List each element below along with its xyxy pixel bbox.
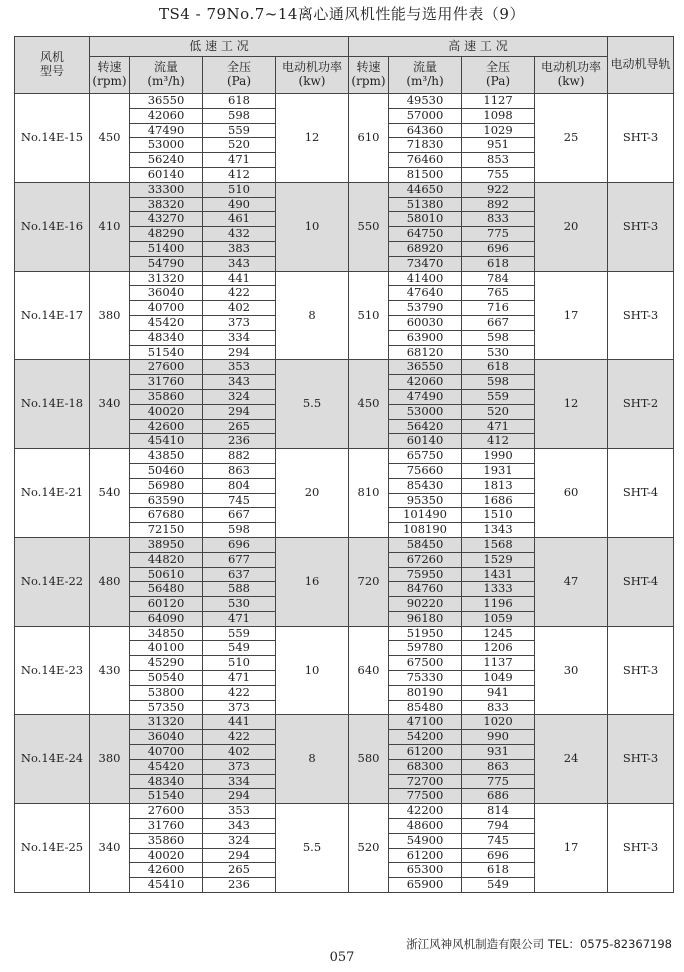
high-pressure-cell: 1529	[462, 552, 535, 567]
high-flow-cell: 71830	[389, 138, 462, 153]
low-speed-cell: 410	[90, 182, 130, 271]
table-row	[15, 271, 674, 286]
high-power-cell: 24	[535, 715, 608, 804]
low-flow-cell: 50540	[130, 671, 203, 686]
low-pressure-cell: 441	[203, 715, 276, 730]
low-flow-cell: 43270	[130, 212, 203, 227]
header-high-pressure: 全压 (Pa)	[462, 57, 535, 94]
high-speed-cell: 640	[349, 626, 389, 715]
low-flow-cell: 45410	[130, 434, 203, 449]
low-pressure-cell: 373	[203, 759, 276, 774]
high-pressure-cell: 775	[462, 774, 535, 789]
high-speed-cell: 550	[349, 182, 389, 271]
high-flow-cell: 68920	[389, 241, 462, 256]
low-speed-cell: 380	[90, 715, 130, 804]
high-pressure-cell: 745	[462, 833, 535, 848]
high-pressure-cell: 1431	[462, 567, 535, 582]
low-flow-cell: 34850	[130, 626, 203, 641]
table-row	[15, 182, 674, 197]
low-pressure-cell: 324	[203, 833, 276, 848]
high-flow-cell: 65300	[389, 863, 462, 878]
low-pressure-cell: 294	[203, 345, 276, 360]
table-row	[15, 94, 674, 109]
high-pressure-cell: 696	[462, 241, 535, 256]
low-flow-cell: 43850	[130, 449, 203, 464]
high-pressure-cell: 931	[462, 745, 535, 760]
low-pressure-cell: 559	[203, 626, 276, 641]
high-flow-cell: 72700	[389, 774, 462, 789]
low-pressure-cell: 441	[203, 271, 276, 286]
high-power-cell: 12	[535, 360, 608, 449]
high-pressure-cell: 618	[462, 256, 535, 271]
high-flow-cell: 44650	[389, 182, 462, 197]
low-flow-cell: 42600	[130, 863, 203, 878]
model-cell: No.14E-17	[15, 271, 90, 360]
high-flow-cell: 65900	[389, 878, 462, 893]
low-flow-cell: 42600	[130, 419, 203, 434]
high-flow-cell: 80190	[389, 685, 462, 700]
low-flow-cell: 56480	[130, 582, 203, 597]
spec-table-body	[15, 94, 674, 893]
low-flow-cell: 56240	[130, 153, 203, 168]
low-flow-cell: 63590	[130, 493, 203, 508]
high-pressure-cell: 1245	[462, 626, 535, 641]
low-pressure-cell: 471	[203, 611, 276, 626]
low-pressure-cell: 353	[203, 804, 276, 819]
rail-cell: SHT-3	[608, 94, 674, 183]
high-flow-cell: 81500	[389, 167, 462, 182]
header-low-speed: 转速 (rpm)	[90, 57, 130, 94]
high-pressure-cell: 1137	[462, 656, 535, 671]
high-flow-cell: 47640	[389, 286, 462, 301]
high-pressure-cell: 598	[462, 375, 535, 390]
fan-spec-table	[14, 36, 674, 893]
low-pressure-cell: 471	[203, 153, 276, 168]
high-flow-cell: 47490	[389, 389, 462, 404]
high-flow-cell: 41400	[389, 271, 462, 286]
high-speed-cell: 810	[349, 449, 389, 538]
model-cell: No.14E-22	[15, 537, 90, 626]
low-flow-cell: 54790	[130, 256, 203, 271]
low-flow-cell: 31760	[130, 819, 203, 834]
high-pressure-cell: 755	[462, 167, 535, 182]
low-pressure-cell: 294	[203, 404, 276, 419]
high-pressure-cell: 892	[462, 197, 535, 212]
low-pressure-cell: 422	[203, 286, 276, 301]
header-low-flow: 流量 (m³/h)	[130, 57, 203, 94]
high-pressure-cell: 1931	[462, 463, 535, 478]
low-pressure-cell: 530	[203, 597, 276, 612]
high-pressure-cell: 1343	[462, 523, 535, 538]
header-high-flow: 流量 (m³/h)	[389, 57, 462, 94]
low-pressure-cell: 588	[203, 582, 276, 597]
high-pressure-cell: 520	[462, 404, 535, 419]
low-pressure-cell: 432	[203, 227, 276, 242]
low-pressure-cell: 804	[203, 478, 276, 493]
low-pressure-cell: 412	[203, 167, 276, 182]
low-flow-cell: 48340	[130, 330, 203, 345]
page-number: 057	[329, 950, 355, 965]
table-row	[15, 715, 674, 730]
high-flow-cell: 65750	[389, 449, 462, 464]
low-power-cell: 8	[276, 271, 349, 360]
high-flow-cell: 101490	[389, 508, 462, 523]
model-cell: No.14E-18	[15, 360, 90, 449]
low-pressure-cell: 422	[203, 685, 276, 700]
high-flow-cell: 61200	[389, 745, 462, 760]
high-pressure-cell: 1049	[462, 671, 535, 686]
high-power-cell: 20	[535, 182, 608, 271]
high-flow-cell: 49530	[389, 94, 462, 109]
high-pressure-cell: 1990	[462, 449, 535, 464]
table-row	[15, 804, 674, 819]
low-power-cell: 12	[276, 94, 349, 183]
high-flow-cell: 75330	[389, 671, 462, 686]
low-pressure-cell: 334	[203, 330, 276, 345]
high-pressure-cell: 412	[462, 434, 535, 449]
low-flow-cell: 45420	[130, 759, 203, 774]
low-power-cell: 8	[276, 715, 349, 804]
low-flow-cell: 47490	[130, 123, 203, 138]
high-flow-cell: 77500	[389, 789, 462, 804]
high-pressure-cell: 951	[462, 138, 535, 153]
high-speed-cell: 580	[349, 715, 389, 804]
low-pressure-cell: 863	[203, 463, 276, 478]
model-cell: No.14E-25	[15, 804, 90, 893]
high-pressure-cell: 922	[462, 182, 535, 197]
rail-cell: SHT-4	[608, 537, 674, 626]
high-pressure-cell: 814	[462, 804, 535, 819]
header-low-pressure: 全压 (Pa)	[203, 57, 276, 94]
low-speed-cell: 430	[90, 626, 130, 715]
low-pressure-cell: 373	[203, 700, 276, 715]
header-rail: 电动机导轨	[608, 37, 674, 94]
model-cell: No.14E-21	[15, 449, 90, 538]
low-flow-cell: 35860	[130, 833, 203, 848]
high-flow-cell: 90220	[389, 597, 462, 612]
low-pressure-cell: 559	[203, 123, 276, 138]
low-flow-cell: 45410	[130, 878, 203, 893]
low-pressure-cell: 236	[203, 434, 276, 449]
low-pressure-cell: 618	[203, 94, 276, 109]
low-flow-cell: 40020	[130, 404, 203, 419]
low-flow-cell: 27600	[130, 360, 203, 375]
header-high-power: 电动机功率 (kw)	[535, 57, 608, 94]
low-flow-cell: 45420	[130, 315, 203, 330]
high-power-cell: 30	[535, 626, 608, 715]
high-flow-cell: 58450	[389, 537, 462, 552]
low-flow-cell: 27600	[130, 804, 203, 819]
low-pressure-cell: 510	[203, 656, 276, 671]
rail-cell: SHT-3	[608, 182, 674, 271]
high-pressure-cell: 784	[462, 271, 535, 286]
high-pressure-cell: 853	[462, 153, 535, 168]
low-pressure-cell: 402	[203, 745, 276, 760]
high-pressure-cell: 598	[462, 330, 535, 345]
high-pressure-cell: 618	[462, 863, 535, 878]
low-pressure-cell: 461	[203, 212, 276, 227]
low-speed-cell: 340	[90, 804, 130, 893]
high-flow-cell: 56420	[389, 419, 462, 434]
low-flow-cell: 31760	[130, 375, 203, 390]
high-flow-cell: 36550	[389, 360, 462, 375]
low-pressure-cell: 265	[203, 863, 276, 878]
low-speed-cell: 380	[90, 271, 130, 360]
high-flow-cell: 47100	[389, 715, 462, 730]
high-power-cell: 17	[535, 804, 608, 893]
high-pressure-cell: 667	[462, 315, 535, 330]
low-flow-cell: 56980	[130, 478, 203, 493]
high-power-cell: 47	[535, 537, 608, 626]
rail-cell: SHT-3	[608, 271, 674, 360]
low-flow-cell: 51540	[130, 345, 203, 360]
low-flow-cell: 60120	[130, 597, 203, 612]
page-title: TS4 - 79No.7~14离心通风机性能与选用件表（9）	[159, 5, 525, 23]
table-row	[15, 626, 674, 641]
high-pressure-cell: 1020	[462, 715, 535, 730]
high-flow-cell: 85480	[389, 700, 462, 715]
rail-cell: SHT-3	[608, 804, 674, 893]
low-flow-cell: 38950	[130, 537, 203, 552]
high-pressure-cell: 1029	[462, 123, 535, 138]
high-pressure-cell: 686	[462, 789, 535, 804]
high-flow-cell: 61200	[389, 848, 462, 863]
low-flow-cell: 36550	[130, 94, 203, 109]
high-pressure-cell: 716	[462, 301, 535, 316]
high-flow-cell: 108190	[389, 523, 462, 538]
rail-cell: SHT-3	[608, 715, 674, 804]
high-flow-cell: 68120	[389, 345, 462, 360]
low-flow-cell: 31320	[130, 271, 203, 286]
model-cell: No.14E-24	[15, 715, 90, 804]
low-flow-cell: 40700	[130, 301, 203, 316]
high-speed-cell: 520	[349, 804, 389, 893]
high-flow-cell: 75950	[389, 567, 462, 582]
high-pressure-cell: 549	[462, 878, 535, 893]
low-pressure-cell: 422	[203, 730, 276, 745]
low-pressure-cell: 294	[203, 848, 276, 863]
low-power-cell: 10	[276, 182, 349, 271]
low-pressure-cell: 745	[203, 493, 276, 508]
high-pressure-cell: 471	[462, 419, 535, 434]
high-flow-cell: 67500	[389, 656, 462, 671]
high-power-cell: 60	[535, 449, 608, 538]
high-flow-cell: 68300	[389, 759, 462, 774]
low-power-cell: 20	[276, 449, 349, 538]
low-pressure-cell: 549	[203, 641, 276, 656]
low-power-cell: 5.5	[276, 804, 349, 893]
low-speed-cell: 340	[90, 360, 130, 449]
low-pressure-cell: 353	[203, 360, 276, 375]
rail-cell: SHT-3	[608, 626, 674, 715]
high-flow-cell: 75660	[389, 463, 462, 478]
low-pressure-cell: 696	[203, 537, 276, 552]
high-pressure-cell: 1510	[462, 508, 535, 523]
high-flow-cell: 53000	[389, 404, 462, 419]
low-pressure-cell: 373	[203, 315, 276, 330]
header-low-speed-group: 低 速 工 况	[90, 37, 349, 57]
high-power-cell: 17	[535, 271, 608, 360]
low-pressure-cell: 510	[203, 182, 276, 197]
rail-cell: SHT-2	[608, 360, 674, 449]
high-flow-cell: 67260	[389, 552, 462, 567]
high-flow-cell: 57000	[389, 108, 462, 123]
high-flow-cell: 60030	[389, 315, 462, 330]
low-flow-cell: 45290	[130, 656, 203, 671]
high-pressure-cell: 530	[462, 345, 535, 360]
low-flow-cell: 64090	[130, 611, 203, 626]
low-pressure-cell: 343	[203, 819, 276, 834]
low-flow-cell: 51540	[130, 789, 203, 804]
low-pressure-cell: 520	[203, 138, 276, 153]
high-flow-cell: 53790	[389, 301, 462, 316]
low-flow-cell: 57350	[130, 700, 203, 715]
high-pressure-cell: 1059	[462, 611, 535, 626]
high-flow-cell: 84760	[389, 582, 462, 597]
high-flow-cell: 60140	[389, 434, 462, 449]
low-flow-cell: 40100	[130, 641, 203, 656]
low-flow-cell: 38320	[130, 197, 203, 212]
high-flow-cell: 54900	[389, 833, 462, 848]
low-pressure-cell: 637	[203, 567, 276, 582]
high-pressure-cell: 1127	[462, 94, 535, 109]
low-power-cell: 10	[276, 626, 349, 715]
low-flow-cell: 67680	[130, 508, 203, 523]
low-flow-cell: 60140	[130, 167, 203, 182]
high-pressure-cell: 941	[462, 685, 535, 700]
low-flow-cell: 72150	[130, 523, 203, 538]
high-speed-cell: 450	[349, 360, 389, 449]
low-pressure-cell: 294	[203, 789, 276, 804]
model-cell: No.14E-23	[15, 626, 90, 715]
high-flow-cell: 58010	[389, 212, 462, 227]
rail-cell: SHT-4	[608, 449, 674, 538]
table-row	[15, 360, 674, 375]
high-flow-cell: 64360	[389, 123, 462, 138]
high-speed-cell: 510	[349, 271, 389, 360]
high-flow-cell: 59780	[389, 641, 462, 656]
high-pressure-cell: 696	[462, 848, 535, 863]
low-flow-cell: 33300	[130, 182, 203, 197]
high-flow-cell: 48600	[389, 819, 462, 834]
high-pressure-cell: 618	[462, 360, 535, 375]
low-pressure-cell: 882	[203, 449, 276, 464]
high-pressure-cell: 1333	[462, 582, 535, 597]
high-pressure-cell: 1686	[462, 493, 535, 508]
low-flow-cell: 53800	[130, 685, 203, 700]
low-flow-cell: 48340	[130, 774, 203, 789]
low-pressure-cell: 236	[203, 878, 276, 893]
low-power-cell: 16	[276, 537, 349, 626]
high-pressure-cell: 1206	[462, 641, 535, 656]
high-flow-cell: 63900	[389, 330, 462, 345]
high-pressure-cell: 833	[462, 212, 535, 227]
low-pressure-cell: 598	[203, 523, 276, 538]
high-pressure-cell: 559	[462, 389, 535, 404]
low-pressure-cell: 343	[203, 375, 276, 390]
low-flow-cell: 48290	[130, 227, 203, 242]
low-pressure-cell: 490	[203, 197, 276, 212]
high-pressure-cell: 1568	[462, 537, 535, 552]
low-flow-cell: 50460	[130, 463, 203, 478]
low-pressure-cell: 343	[203, 256, 276, 271]
low-flow-cell: 51400	[130, 241, 203, 256]
high-pressure-cell: 765	[462, 286, 535, 301]
low-power-cell: 5.5	[276, 360, 349, 449]
model-cell: No.14E-16	[15, 182, 90, 271]
high-flow-cell: 54200	[389, 730, 462, 745]
high-flow-cell: 51380	[389, 197, 462, 212]
high-pressure-cell: 794	[462, 819, 535, 834]
low-speed-cell: 450	[90, 94, 130, 183]
low-flow-cell: 36040	[130, 286, 203, 301]
high-power-cell: 25	[535, 94, 608, 183]
table-row	[15, 537, 674, 552]
low-flow-cell: 44820	[130, 552, 203, 567]
header-low-power: 电动机功率 (kw)	[276, 57, 349, 94]
header-high-speed-group: 高 速 工 况	[349, 37, 608, 57]
high-speed-cell: 720	[349, 537, 389, 626]
model-cell: No.14E-15	[15, 94, 90, 183]
high-flow-cell: 96180	[389, 611, 462, 626]
low-flow-cell: 50610	[130, 567, 203, 582]
high-flow-cell: 85430	[389, 478, 462, 493]
low-flow-cell: 35860	[130, 389, 203, 404]
low-pressure-cell: 265	[203, 419, 276, 434]
high-pressure-cell: 775	[462, 227, 535, 242]
low-pressure-cell: 402	[203, 301, 276, 316]
high-flow-cell: 51950	[389, 626, 462, 641]
high-flow-cell: 42060	[389, 375, 462, 390]
low-pressure-cell: 667	[203, 508, 276, 523]
low-speed-cell: 540	[90, 449, 130, 538]
high-pressure-cell: 1813	[462, 478, 535, 493]
low-pressure-cell: 598	[203, 108, 276, 123]
high-pressure-cell: 1098	[462, 108, 535, 123]
table-row	[15, 449, 674, 464]
high-flow-cell: 42200	[389, 804, 462, 819]
high-speed-cell: 610	[349, 94, 389, 183]
low-pressure-cell: 324	[203, 389, 276, 404]
company-footer: 浙江风神风机制造有限公司 TEL：0575-82367198	[406, 937, 672, 951]
low-pressure-cell: 383	[203, 241, 276, 256]
high-pressure-cell: 1196	[462, 597, 535, 612]
low-flow-cell: 42060	[130, 108, 203, 123]
low-pressure-cell: 334	[203, 774, 276, 789]
low-pressure-cell: 471	[203, 671, 276, 686]
high-flow-cell: 64750	[389, 227, 462, 242]
low-flow-cell: 53000	[130, 138, 203, 153]
high-flow-cell: 73470	[389, 256, 462, 271]
low-flow-cell: 40700	[130, 745, 203, 760]
low-speed-cell: 480	[90, 537, 130, 626]
high-flow-cell: 76460	[389, 153, 462, 168]
high-flow-cell: 95350	[389, 493, 462, 508]
high-pressure-cell: 990	[462, 730, 535, 745]
low-pressure-cell: 677	[203, 552, 276, 567]
high-pressure-cell: 863	[462, 759, 535, 774]
low-flow-cell: 40020	[130, 848, 203, 863]
high-pressure-cell: 833	[462, 700, 535, 715]
low-flow-cell: 31320	[130, 715, 203, 730]
low-flow-cell: 36040	[130, 730, 203, 745]
header-model: 风机 型号	[15, 37, 90, 94]
header-high-speed: 转速 (rpm)	[349, 57, 389, 94]
